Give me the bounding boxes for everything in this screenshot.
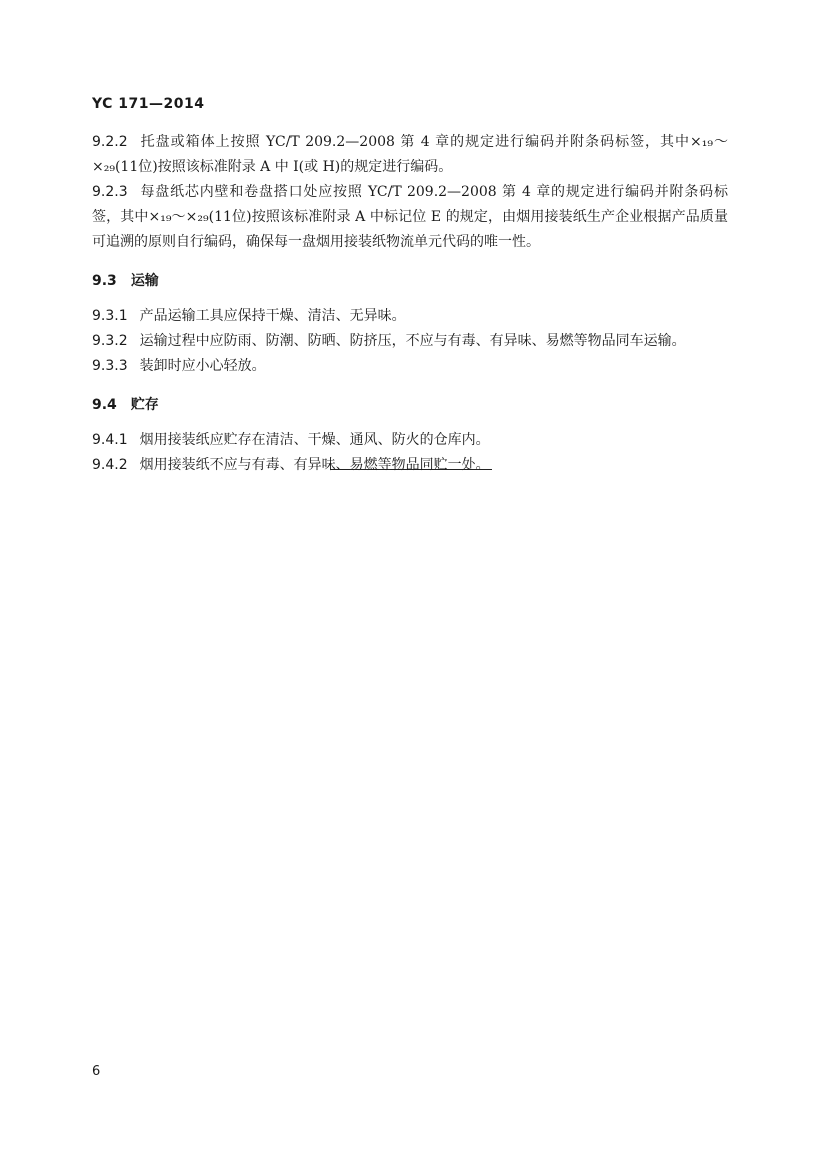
clause-number: 9.4.2: [92, 457, 128, 473]
section-heading-9-3: [92, 269, 728, 294]
clause-text: 每盘纸芯内壁和卷盘搭口处应按照 YC/T 209.2—2008 第 4 章的规定进行编码并附条码标签，其中×₁₉～×₂₉(11位)按照该标准附录 A 中标记位 E 的规定，由烟用接装纸生产企业根据产品质量可追溯的原则自行编码，确保每一盘烟用接装纸物流单元代码的唯一性。: [92, 184, 728, 250]
clause-text: 运输过程中应防雨、防潮、防晒、防挤压，不应与有毒、有异味、易燃等物品同车运输。: [139, 333, 686, 349]
clause-number: 9.2.2: [92, 134, 128, 150]
end-of-document-rule: [330, 469, 492, 470]
clause-text: 产品运输工具应保持干燥、清洁、无异味。: [139, 308, 406, 324]
clause-text: 托盘或箱体上按照 YC/T 209.2—2008 第 4 章的规定进行编码并附条码标签，其中×₁₉～×₂₉(11位)按照该标准附录 A 中 I(或 H)的规定进行编码。: [92, 134, 728, 175]
clause-number: 9.3.1: [92, 308, 128, 324]
clause-9-2-2: [92, 130, 728, 180]
section-number: 9.4: [92, 397, 117, 413]
clause-9-3-3: [92, 354, 728, 379]
section-title: 贮存: [130, 397, 159, 413]
clause-number: 9.3.3: [92, 358, 128, 374]
clause-9-3-1: [92, 304, 728, 329]
clause-number: 9.4.1: [92, 432, 128, 448]
section-number: 9.3: [92, 273, 117, 289]
document-body: [92, 130, 728, 478]
page-number: 6: [92, 1064, 101, 1079]
clause-number: 9.3.2: [92, 333, 128, 349]
clause-9-2-3: [92, 180, 728, 255]
clause-9-3-2: [92, 329, 728, 354]
clause-text: 装卸时应小心轻放。: [139, 358, 266, 374]
clause-9-4-2: [92, 453, 728, 478]
clause-9-4-1: [92, 428, 728, 453]
document-code-header: YC 171—2014: [92, 96, 205, 112]
section-title: 运输: [130, 273, 159, 289]
section-heading-9-4: [92, 393, 728, 418]
clause-number: 9.2.3: [92, 184, 128, 200]
clause-text: 烟用接装纸应贮存在清洁、干燥、通风、防火的仓库内。: [139, 432, 490, 448]
clause-text: 烟用接装纸不应与有毒、有异味、易燃等物品同贮一处。: [139, 457, 490, 473]
